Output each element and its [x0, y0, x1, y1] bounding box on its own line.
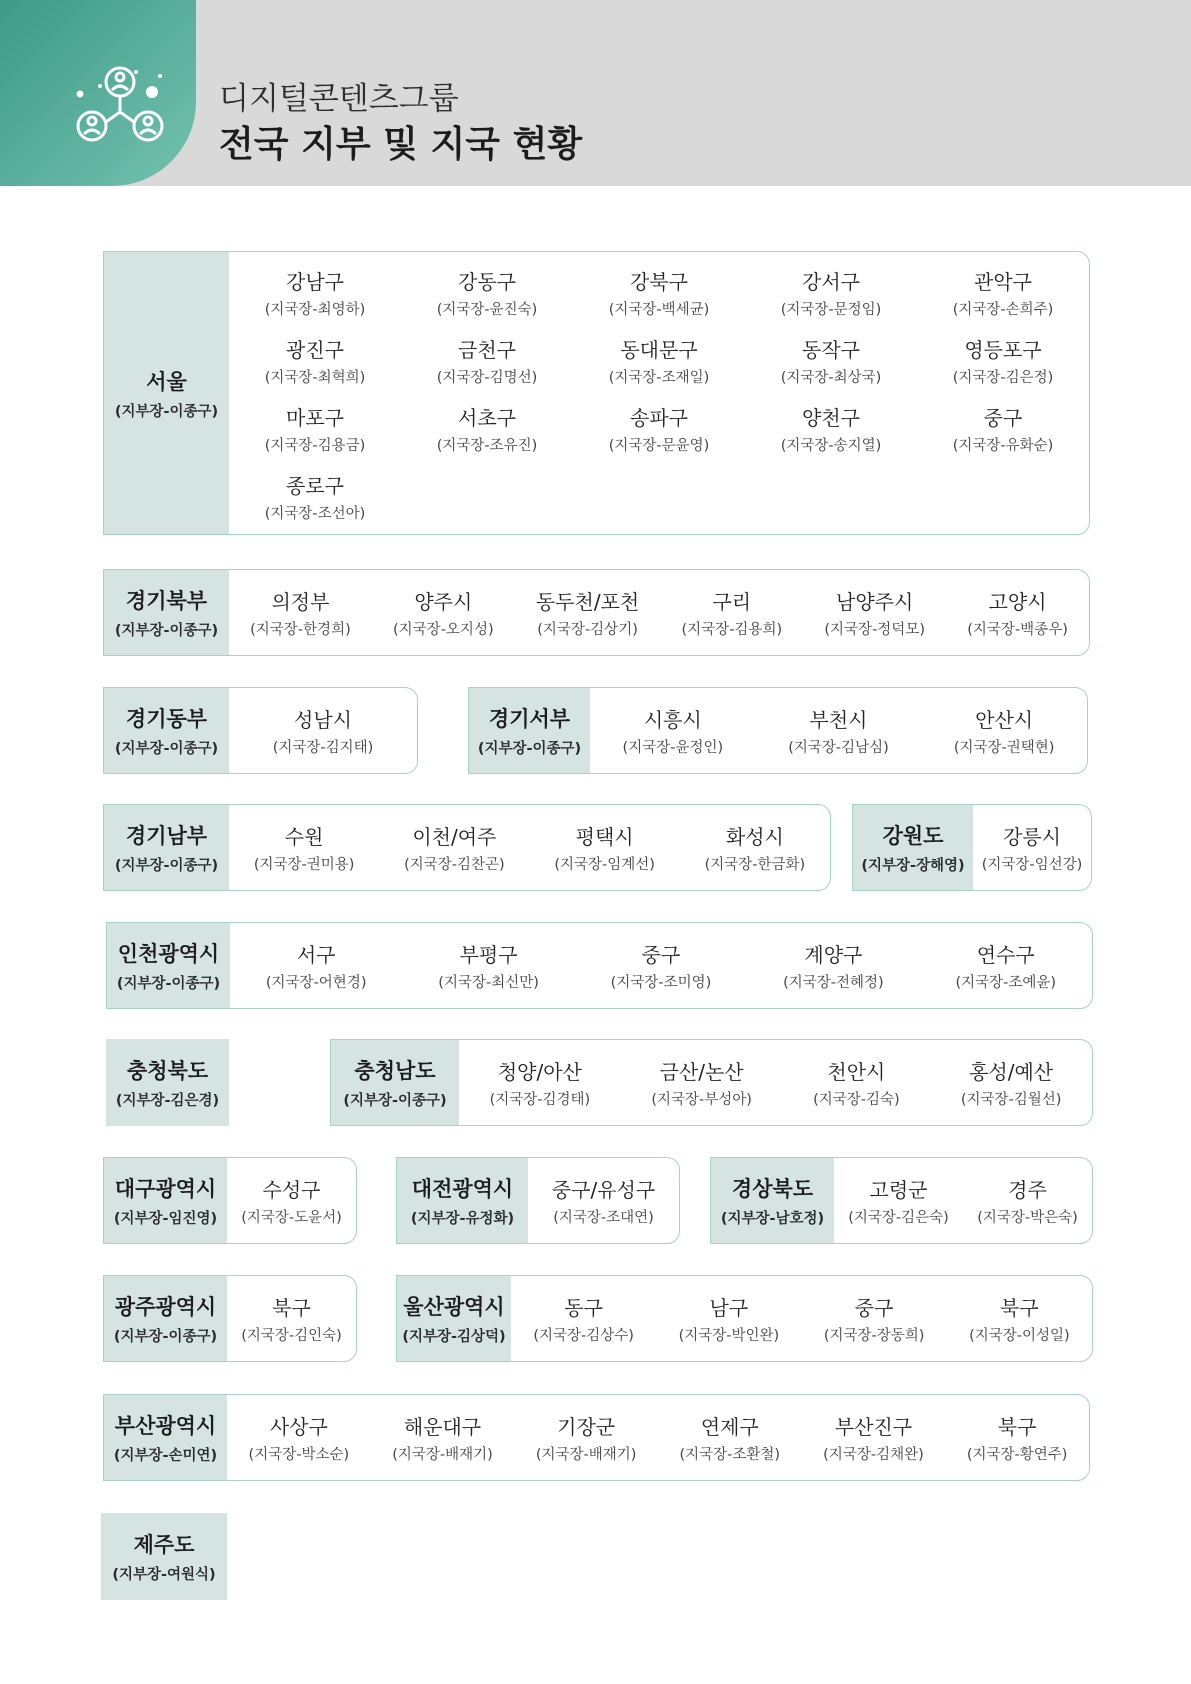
branch-head: (지국장-김숙) — [813, 1092, 900, 1108]
branch-head: (지국장-김은정) — [952, 370, 1054, 386]
region-head: (지부장-임진영) — [113, 1211, 218, 1227]
branch-name: 강북구 — [630, 270, 688, 294]
region-chungnam — [330, 1039, 1093, 1126]
branch-item — [401, 266, 573, 334]
branch-item — [824, 1292, 925, 1345]
branch-head: (지국장-김상수) — [533, 1328, 634, 1344]
region-chungbuk — [106, 1039, 229, 1126]
region-label — [104, 1158, 227, 1243]
region-jeju — [101, 1513, 227, 1600]
branch-head: (지국장-조대연) — [553, 1210, 654, 1226]
region-name: 경기동부 — [125, 707, 208, 731]
region-label — [331, 1040, 459, 1125]
branch-name: 부산진구 — [834, 1415, 913, 1439]
page-title: 전국 지부 및 지국 현황 — [219, 124, 583, 165]
branch-name: 서구 — [296, 943, 336, 967]
region-gyeonggi-west — [468, 687, 1088, 774]
branch-item — [536, 586, 639, 639]
region-head: (지부장-이종구) — [114, 623, 219, 639]
region-label — [104, 805, 229, 890]
branch-item — [917, 402, 1089, 470]
branch-name: 양주시 — [414, 590, 473, 614]
branch-name: 송파구 — [630, 406, 688, 430]
branch-head: (지국장-오지성) — [393, 622, 494, 638]
region-label — [853, 805, 973, 890]
branch-item — [955, 939, 1056, 992]
region-name: 광주광역시 — [114, 1295, 217, 1319]
branch-item — [977, 1174, 1078, 1227]
branch-head: (지국장-배재기) — [392, 1447, 493, 1463]
branch-item — [745, 334, 917, 402]
branch-list — [528, 1158, 679, 1243]
branch-head: (지국장-김지태) — [272, 740, 374, 756]
branch-name: 연제구 — [700, 1415, 759, 1439]
region-gwangju — [103, 1275, 357, 1362]
branch-item — [249, 1411, 350, 1464]
branch-list — [229, 805, 830, 890]
region-head: (지부장-남호정) — [720, 1211, 825, 1227]
branch-head: (지국장-조재일) — [608, 370, 710, 386]
branch-name: 관악구 — [974, 270, 1032, 294]
branch-name: 고령군 — [869, 1178, 928, 1202]
branch-head: (지국장-배재기) — [535, 1447, 637, 1463]
branch-item — [823, 1411, 924, 1464]
branch-head: (지국장-김인숙) — [241, 1328, 342, 1344]
region-label — [101, 1513, 227, 1600]
branch-head: (지국장-권택현) — [953, 740, 1055, 756]
branch-item — [401, 334, 573, 402]
branch-item — [982, 821, 1083, 874]
branch-head: (지국장-조미영) — [610, 975, 712, 991]
branch-name: 화성시 — [725, 825, 784, 849]
branch-head: (지국장-임계선) — [554, 857, 655, 873]
region-seoul — [103, 251, 1090, 535]
region-head: (지부장-이종구) — [477, 741, 582, 757]
branch-name: 의정부 — [271, 590, 330, 614]
branch-name: 중구 — [983, 406, 1023, 430]
region-head: (지부장-장해영) — [861, 858, 965, 874]
branch-name: 강남구 — [286, 270, 344, 294]
branch-name: 수원 — [284, 825, 324, 849]
branch-item — [848, 1174, 949, 1227]
branch-name: 광진구 — [286, 338, 344, 362]
region-name: 충청남도 — [354, 1059, 436, 1083]
branch-item — [229, 334, 401, 402]
region-name: 경상북도 — [731, 1177, 814, 1201]
branch-list — [973, 805, 1091, 890]
branch-list — [511, 1276, 1092, 1361]
branch-head: (지국장-김상기) — [537, 622, 638, 638]
branch-head: (지국장-정덕모) — [824, 622, 925, 638]
branch-head: (지국장-박소순) — [248, 1447, 350, 1463]
branch-item — [401, 402, 573, 470]
region-gyeonggi-east — [103, 687, 418, 774]
branch-name: 영등포구 — [964, 338, 1042, 362]
branch-list — [230, 923, 1092, 1008]
branch-name: 동두천/포천 — [535, 590, 640, 614]
region-name: 제주도 — [133, 1533, 195, 1557]
branch-item — [393, 586, 494, 639]
header-subtitle: 디지털콘텐츠그룹 — [219, 81, 459, 117]
region-name: 충청북도 — [126, 1059, 209, 1083]
region-label — [104, 1395, 227, 1480]
branch-item — [229, 266, 401, 334]
branch-item — [967, 586, 1068, 639]
branch-item — [552, 1174, 655, 1227]
region-gyeonggi-north — [103, 569, 1090, 656]
branch-item — [404, 821, 505, 874]
branch-item — [813, 1056, 900, 1109]
region-label — [104, 252, 229, 534]
branch-item — [573, 402, 745, 470]
region-incheon — [106, 922, 1093, 1009]
branch-item — [573, 266, 745, 334]
branch-list — [459, 1040, 1092, 1125]
branch-list — [227, 1276, 356, 1361]
region-label — [106, 1039, 229, 1126]
region-busan — [103, 1394, 1090, 1481]
branch-head: (지국장-조예윤) — [955, 975, 1057, 991]
branch-item — [917, 334, 1089, 402]
branch-item — [229, 470, 401, 538]
branch-head: (지국장-부성아) — [651, 1092, 752, 1108]
branch-name: 동대문구 — [620, 338, 698, 362]
branch-name: 해운대구 — [403, 1415, 482, 1439]
branch-name: 천안시 — [827, 1060, 886, 1084]
branch-item — [254, 821, 355, 874]
region-name: 경기남부 — [125, 824, 208, 848]
region-gyeonggi-south — [103, 804, 831, 891]
branch-name: 평택시 — [575, 825, 634, 849]
branch-head: (지국장-박은숙) — [977, 1210, 1078, 1226]
branch-head: (지국장-박인완) — [678, 1328, 780, 1344]
branch-name: 홍성/예산 — [969, 1060, 1054, 1084]
region-head: (지부장-손미연) — [113, 1448, 218, 1464]
region-name: 부산광역시 — [114, 1414, 217, 1438]
branch-item — [682, 586, 783, 639]
branch-head: (지국장-한금화) — [704, 857, 806, 873]
branch-item — [273, 704, 374, 757]
region-head: (지부장-이종구) — [343, 1093, 447, 1109]
branch-item — [680, 1411, 781, 1464]
branch-list — [834, 1158, 1092, 1243]
branch-name: 동구 — [564, 1296, 603, 1320]
branch-name: 강동구 — [458, 270, 516, 294]
page-header — [0, 0, 1191, 186]
branch-item — [536, 1411, 637, 1464]
branch-name: 중구 — [641, 943, 681, 967]
branch-head: (지국장-이성일) — [969, 1328, 1070, 1344]
region-daejeon — [396, 1157, 680, 1244]
branch-item — [917, 266, 1089, 334]
branch-head: (지국장-조유진) — [436, 438, 538, 454]
branch-item — [438, 939, 539, 992]
region-name: 강원도 — [882, 824, 944, 848]
branch-item — [967, 1411, 1068, 1464]
region-label — [397, 1276, 511, 1361]
branch-head: (지국장-장동희) — [823, 1328, 925, 1344]
branch-item — [392, 1411, 493, 1464]
branch-head: (지국장-백세균) — [608, 302, 710, 318]
branch-grid — [229, 266, 1089, 538]
branch-name: 동작구 — [802, 338, 860, 362]
branch-head: (지국장-최신만) — [438, 975, 539, 991]
branch-head: (지국장-조선아) — [264, 506, 366, 522]
region-daegu — [103, 1157, 357, 1244]
branch-name: 북구 — [997, 1415, 1037, 1439]
region-label — [104, 1276, 227, 1361]
branch-name: 서초구 — [458, 406, 516, 430]
branch-head: (지국장-최상국) — [780, 370, 882, 386]
branch-name: 금천구 — [458, 338, 516, 362]
branch-item — [266, 939, 367, 992]
branch-name: 남구 — [709, 1296, 749, 1320]
branch-head: (지국장-유화순) — [952, 438, 1054, 454]
branch-item — [705, 821, 806, 874]
branch-item — [490, 1056, 591, 1109]
region-head: (지부장-유정화) — [410, 1211, 515, 1227]
branch-name: 부평구 — [459, 943, 518, 967]
region-head: (지부장-김은경) — [115, 1093, 220, 1109]
region-label — [711, 1158, 834, 1243]
region-gyeongbuk — [710, 1157, 1093, 1244]
region-name: 대구광역시 — [114, 1177, 217, 1201]
branch-head: (지국장-김명선) — [436, 370, 538, 386]
branch-item — [679, 1292, 780, 1345]
region-name: 서울 — [146, 369, 187, 394]
branch-name: 금산/논산 — [659, 1060, 744, 1084]
branch-item — [961, 1056, 1062, 1109]
branch-item — [554, 821, 655, 874]
branch-head: (지국장-김남심) — [788, 740, 889, 756]
branch-name: 북구 — [272, 1296, 311, 1320]
region-head: (지부장-이종구) — [114, 741, 219, 757]
branch-item — [533, 1292, 634, 1345]
branch-name: 양천구 — [802, 406, 860, 430]
branch-name: 경주 — [1008, 1178, 1047, 1202]
branch-head: (지국장-전혜정) — [783, 975, 884, 991]
region-name: 대전광역시 — [411, 1177, 514, 1201]
branch-head: (지국장-최영하) — [264, 302, 366, 318]
branch-item — [745, 266, 917, 334]
region-label — [397, 1158, 528, 1243]
branch-item — [954, 704, 1055, 757]
branch-item — [969, 1292, 1070, 1345]
branch-head: (지국장-김은숙) — [848, 1210, 949, 1226]
branch-head: (지국장-문정임) — [780, 302, 882, 318]
region-head: (지부장-김상덕) — [402, 1329, 506, 1345]
region-name: 경기북부 — [125, 589, 208, 613]
branch-list — [590, 688, 1087, 773]
branch-item — [611, 939, 712, 992]
region-head: (지부장-이종구) — [114, 403, 219, 420]
branch-head: (지국장-최혁희) — [264, 370, 366, 386]
region-ulsan — [396, 1275, 1093, 1362]
branch-head: (지국장-임선강) — [981, 857, 1083, 873]
region-head: (지부장-이종구) — [114, 858, 219, 874]
branch-item — [241, 1292, 342, 1345]
branch-name: 청양/아산 — [497, 1060, 582, 1084]
branch-item — [745, 402, 917, 470]
branch-list — [227, 1158, 356, 1243]
branch-name: 중구/유성구 — [551, 1178, 656, 1202]
branch-head: (지국장-김용금) — [264, 438, 366, 454]
branch-head: (지국장-도윤서) — [241, 1210, 342, 1226]
region-head: (지부장-여원식) — [112, 1567, 216, 1583]
region-head: (지부장-이종구) — [116, 976, 221, 992]
region-name: 인천광역시 — [117, 942, 220, 966]
branch-head: (지국장-어현경) — [265, 975, 367, 991]
branch-head: (지국장-손희주) — [952, 302, 1054, 318]
branch-head: (지국장-김월선) — [960, 1092, 1062, 1108]
branch-name: 사상구 — [269, 1415, 328, 1439]
region-name: 울산광역시 — [403, 1295, 505, 1319]
region-label — [104, 688, 229, 773]
branch-head: (지국장-윤진숙) — [436, 302, 538, 318]
region-label — [107, 923, 230, 1008]
branch-head: (지국장-한경희) — [250, 622, 351, 638]
branch-head: (지국장-김용희) — [681, 622, 783, 638]
branch-name: 종로구 — [286, 474, 344, 498]
region-label — [469, 688, 590, 773]
branch-head: (지국장-김찬곤) — [404, 857, 505, 873]
branch-head: (지국장-송지열) — [780, 438, 882, 454]
branch-item — [250, 586, 351, 639]
branch-name: 중구 — [854, 1296, 894, 1320]
branch-list — [229, 688, 417, 773]
branch-name: 안산시 — [975, 708, 1034, 732]
branch-item — [788, 704, 889, 757]
branch-head: (지국장-윤정인) — [622, 740, 724, 756]
branch-head: (지국장-조환철) — [679, 1447, 781, 1463]
branch-item — [824, 586, 925, 639]
people-network-icon — [70, 64, 170, 152]
branch-head: (지국장-문윤영) — [608, 438, 710, 454]
branch-item — [229, 402, 401, 470]
branch-head: (지국장-권미용) — [253, 857, 355, 873]
branch-head: (지국장-황연주) — [966, 1447, 1068, 1463]
branch-name: 구리 — [712, 590, 752, 614]
region-name: 경기서부 — [488, 707, 571, 731]
branch-item — [241, 1174, 342, 1227]
branch-name: 성남시 — [294, 708, 352, 732]
branch-item — [651, 1056, 752, 1109]
branch-list — [229, 570, 1089, 655]
branch-name: 연수구 — [976, 943, 1035, 967]
branch-name: 강릉시 — [1003, 825, 1061, 849]
branch-head: (지국장-백종우) — [967, 622, 1068, 638]
branch-head: (지국장-김경태) — [489, 1092, 591, 1108]
branch-head: (지국장-김채완) — [823, 1447, 924, 1463]
branch-name: 부천시 — [809, 708, 868, 732]
branch-name: 기장군 — [557, 1415, 616, 1439]
branch-name: 시흥시 — [643, 708, 702, 732]
branch-name: 수성구 — [262, 1178, 321, 1202]
branch-item — [573, 334, 745, 402]
branch-list — [227, 1395, 1089, 1480]
branch-name: 북구 — [1000, 1296, 1039, 1320]
branch-name: 강서구 — [802, 270, 860, 294]
branch-name: 남양주시 — [836, 590, 914, 614]
branch-item — [623, 704, 724, 757]
branch-name: 고양시 — [988, 590, 1047, 614]
header-accent — [0, 0, 196, 186]
region-gangwon — [852, 804, 1092, 891]
branch-name: 계양구 — [804, 943, 863, 967]
region-label — [104, 570, 229, 655]
branch-name: 이천/여주 — [412, 825, 497, 849]
branch-item — [783, 939, 884, 992]
region-head: (지부장-이종구) — [113, 1329, 218, 1345]
branch-name: 마포구 — [286, 406, 344, 430]
